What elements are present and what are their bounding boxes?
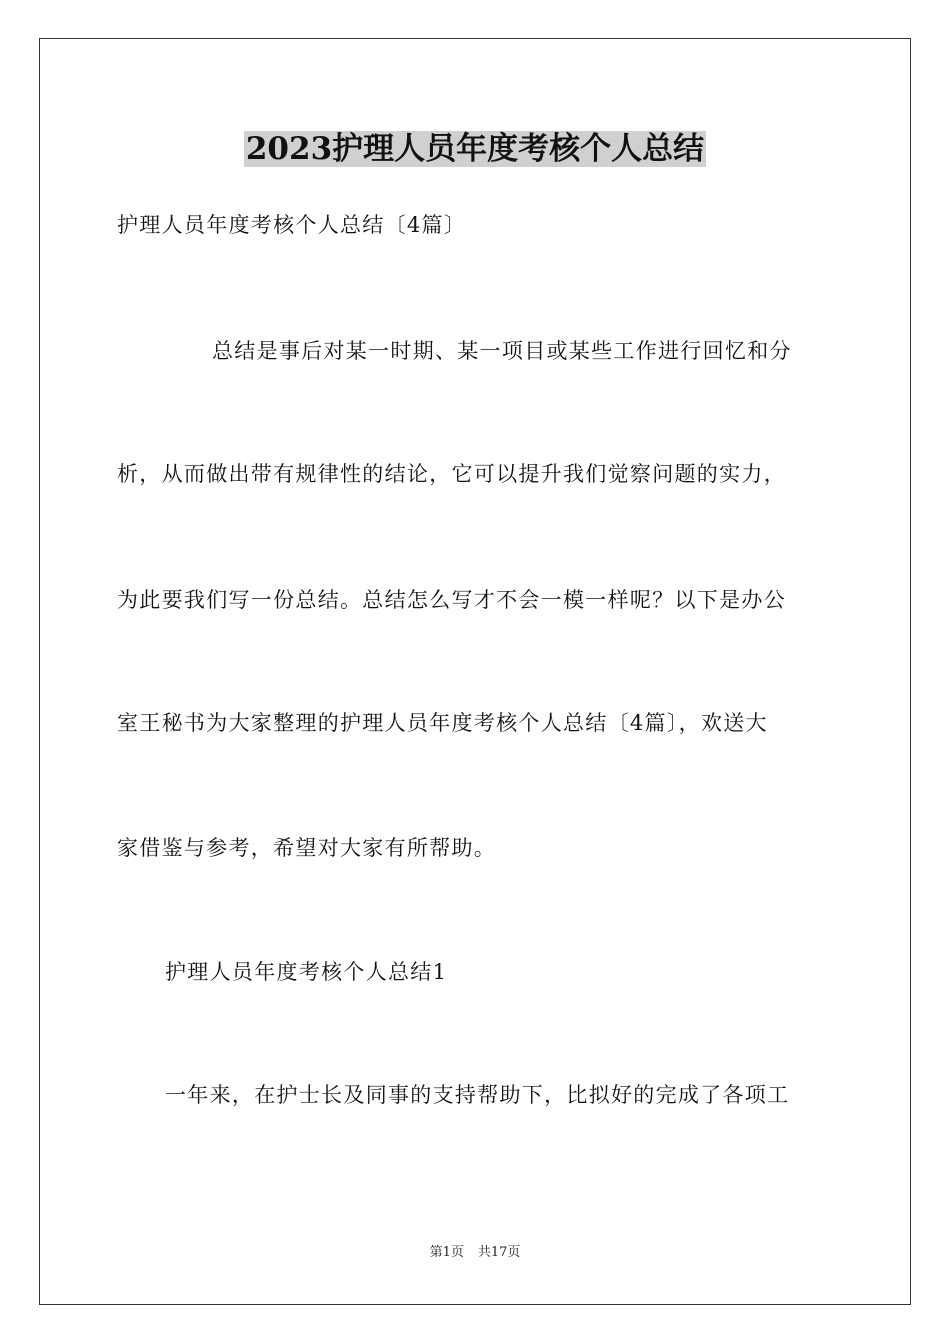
paragraph-line: 析，从而做出带有规律性的结论，它可以提升我们觉察问题的实力， [117, 462, 786, 486]
paragraph-line: 总结是事后对某一时期、某一项目或某些工作进行回忆和分 [212, 339, 792, 363]
document-subtitle: 护理人员年度考核个人总结〔4篇〕 [117, 213, 467, 237]
paragraph-line: 为此要我们写一份总结。总结怎么写才不会一模一样呢？以下是办公 [117, 588, 786, 612]
section-heading: 护理人员年度考核个人总结1 [165, 960, 448, 984]
paragraph-line: 室王秘书为大家整理的护理人员年度考核个人总结〔4篇〕，欢送大 [117, 711, 768, 735]
paragraph-line: 家借鉴与参考，希望对大家有所帮助。 [117, 836, 497, 860]
section-paragraph-line: 一年来，在护士长及同事的支持帮助下，比拟好的完成了各项工 [165, 1083, 790, 1107]
page-total: 共17页 [477, 1245, 521, 1260]
document-title-text: 2023护理人员年度考核个人总结 [245, 131, 705, 167]
page-number: 第1页 [429, 1245, 464, 1260]
document-title [0, 126, 950, 172]
page-footer [0, 1243, 950, 1263]
